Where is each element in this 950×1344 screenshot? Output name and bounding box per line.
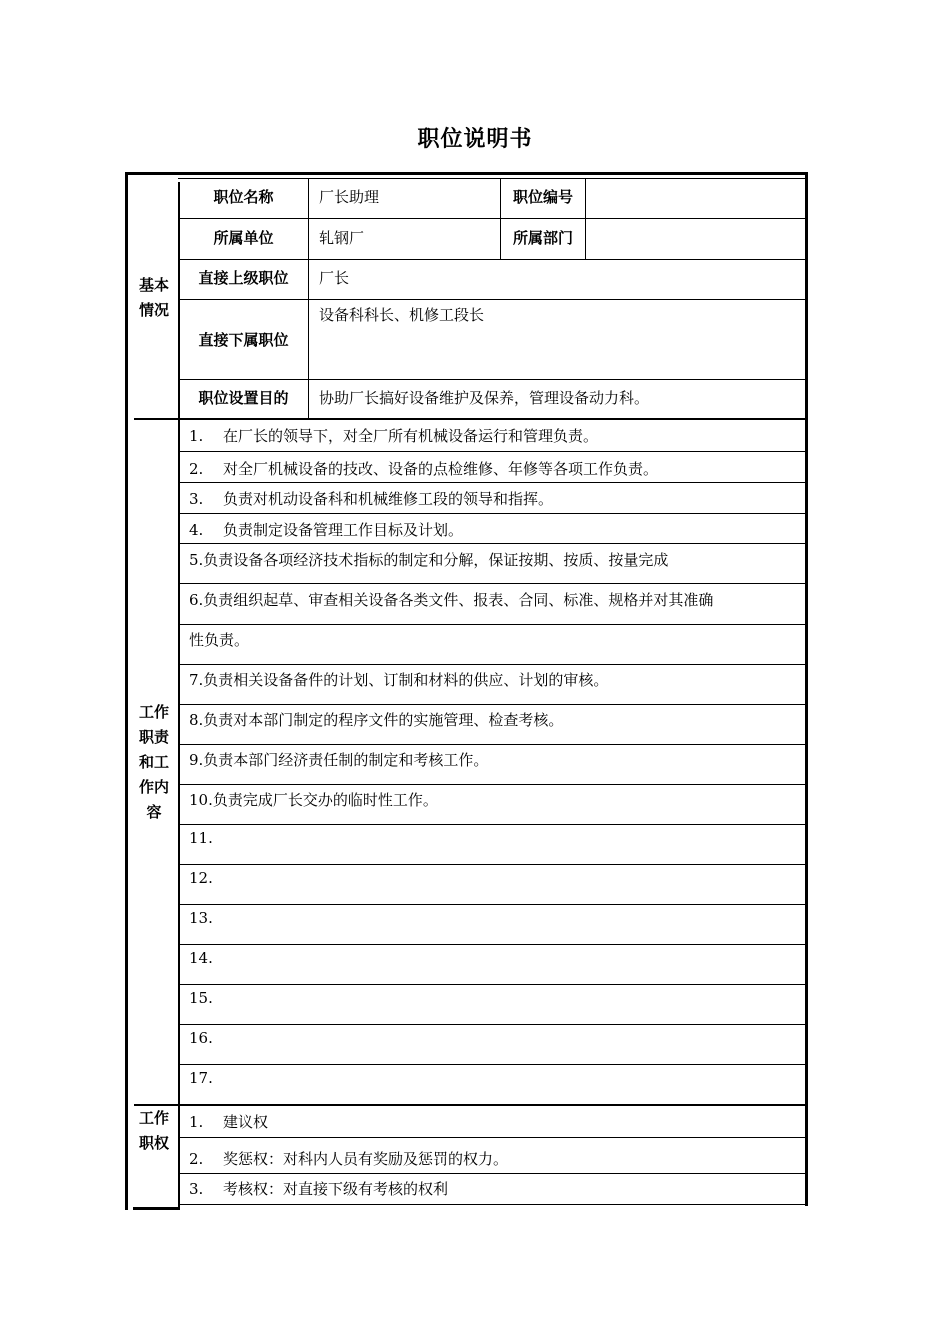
duty-item: 1. 在厂长的领导下，对全厂所有机械设备运行和管理负责。 [189, 427, 599, 445]
row-line [178, 824, 805, 825]
department-value [586, 219, 805, 259]
row-line [178, 1204, 805, 1205]
unit-label: 所属单位 [213, 229, 274, 247]
section-label-authority: 工作 职权 [138, 1109, 169, 1152]
duty-item: 16. [189, 1029, 213, 1047]
duty-item: 8.负责对本部门制定的程序文件的实施管理、检查考核。 [189, 711, 564, 729]
duty-item: 13. [189, 909, 213, 927]
superior-label: 直接上级职位 [198, 269, 289, 287]
duty-item: 12. [189, 869, 213, 887]
row-line [178, 451, 805, 452]
row-line [178, 583, 805, 584]
row-line [178, 1024, 805, 1025]
row-line [178, 1137, 805, 1138]
authority-item: 1. 建议权 [189, 1113, 269, 1131]
authority-item: 3. 考核权：对直接下级有考核的权利 [189, 1180, 449, 1198]
row-line [178, 1173, 805, 1174]
superior-value: 厂长 [319, 269, 350, 287]
row-line [178, 984, 805, 985]
duty-item: 17. [189, 1069, 213, 1087]
row-line [178, 744, 805, 745]
position-code-value [586, 178, 805, 218]
table-bottom-border [133, 1207, 180, 1210]
duty-item: 7.负责相关设备备件的计划、订制和材料的供应、计划的审核。 [189, 671, 609, 689]
row-line [178, 1064, 805, 1065]
position-name-label: 职位名称 [213, 188, 274, 206]
subordinate-value: 设备科科长、机修工段长 [319, 306, 485, 324]
row-line [178, 944, 805, 945]
duty-item: 4. 负责制定设备管理工作目标及计划。 [189, 521, 464, 539]
table-right-border [805, 172, 808, 1206]
row-line [178, 543, 805, 544]
duty-item: 15. [189, 989, 213, 1007]
position-name-value: 厂长助理 [319, 188, 380, 206]
row-line [178, 904, 805, 905]
duty-item: 14. [189, 949, 213, 967]
row-line [178, 664, 805, 665]
row-line [178, 784, 805, 785]
row-line [178, 624, 805, 625]
section-divider [134, 418, 805, 420]
section-divider [134, 1104, 805, 1106]
section-label-basic: 基本 情况 [138, 276, 169, 319]
unit-value: 轧钢厂 [319, 229, 365, 247]
purpose-label: 职位设置目的 [198, 389, 289, 407]
page-title: 职位说明书 [417, 127, 533, 152]
duty-item: 9.负责本部门经济责任制的制定和考核工作。 [189, 751, 489, 769]
department-label: 所属部门 [512, 229, 573, 247]
duty-item: 性负责。 [189, 631, 250, 649]
section-label-duties: 工作 职责 和工 作内 容 [138, 702, 169, 821]
row-line [178, 482, 805, 483]
duty-item: 10.负责完成厂长交办的临时性工作。 [189, 791, 438, 809]
duty-item: 6.负责组织起草、审查相关设备各类文件、报表、合同、标准、规格并对其准确 [189, 591, 714, 609]
subordinate-label: 直接下属职位 [198, 330, 289, 349]
row-line [178, 513, 805, 514]
row-line [178, 864, 805, 865]
authority-item: 2. 奖惩权：对科内人员有奖励及惩罚的权力。 [189, 1150, 509, 1168]
position-code-label: 职位编号 [512, 188, 573, 206]
purpose-value: 协助厂长搞好设备维护及保养，管理设备动力科。 [319, 389, 650, 407]
duty-item: 11. [189, 829, 213, 847]
row-line [178, 704, 805, 705]
duty-item: 5.负责设备各项经济技术指标的制定和分解，保证按期、按质、按量完成 [189, 551, 669, 569]
duty-item: 3. 负责对机动设备科和机械维修工段的领导和指挥。 [189, 490, 554, 508]
duty-item: 2. 对全厂机械设备的技改、设备的点检维修、年修等各项工作负责。 [189, 460, 659, 478]
